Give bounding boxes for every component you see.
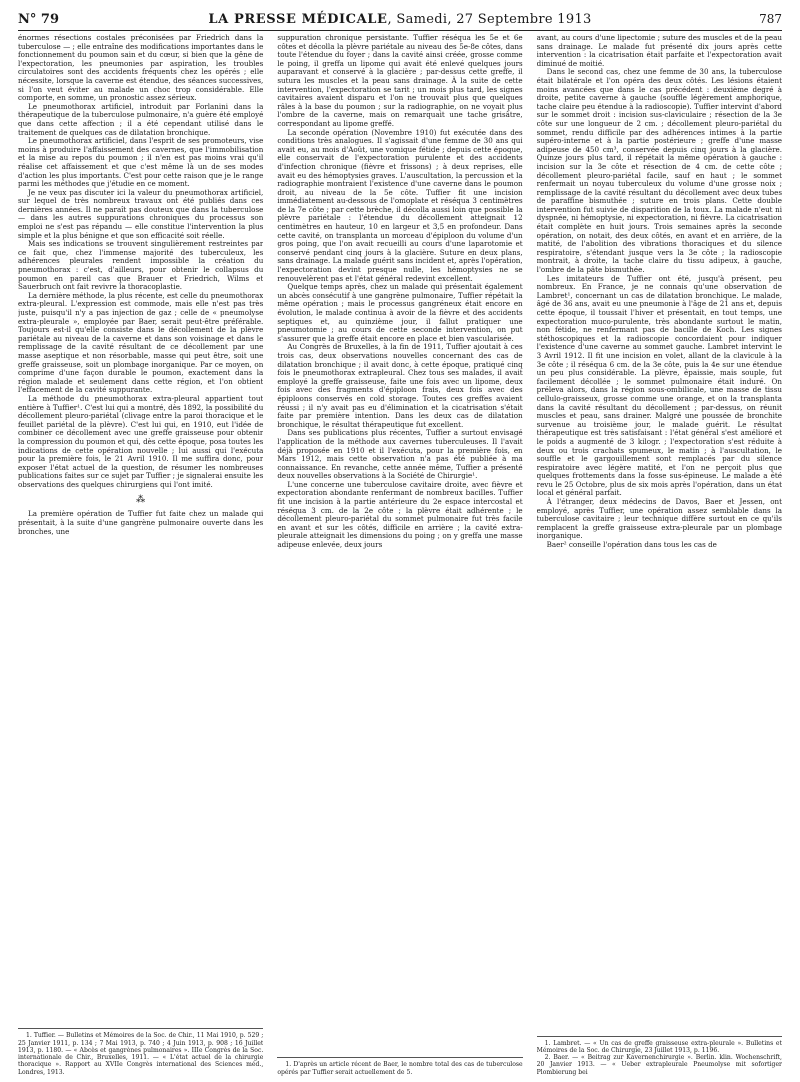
footnote: 2. Baer. — « Beitrag zur Kavernenchirurgie ». Berlin. klin. Wochenschrift, 20 Janvier 1913. — « Ueber extrapleurale Pneumolyse mit sofortiger Plombierung bei <box>536 1054 782 1076</box>
paragraph: Baer² conseille l'opération dans tous les cas de <box>546 540 717 550</box>
column-1 <box>18 34 263 1076</box>
column-2 <box>277 34 522 1076</box>
paragraph: La première opération de Tuffier fut faite chez un malade qui présentait, à la suite d'une gangrène pulmonaire ouverte dans les bronches, une <box>18 509 264 536</box>
paragraph: La dernière méthode, la plus récente, est celle du pneumothorax extra-pleural. L'expression est commode, mais elle n'est pas très juste, puisqu'il n'y a pas injection de gaz ; celle de « pneumolyse extra-pleurale », employée par Baer, serait peut-être préférable. Toujours est-il qu'elle consiste dans le décollement de la plèvre pariétale au niveau de la caverne et dans son voisinage et dans le remplissage de la cavité résultant de ce décollement par une masse aseptique et non résorbable, masse qui peut être, soit une greffe graisseuse, soit un plombage inorganique. Par ce moyen, on comprime d'une façon durable le poumon, exactement dans la région malade et seulement dans cette région, et l'on obtient l'effacement de la cavité suppurante. <box>18 290 264 395</box>
paragraph: Dans le second cas, chez une femme de 30 ans, la tuberculose était bilatérale et l'on opéra des deux côtés. Les lésions étaient moins avancées que dans le cas précédent : deuxième degré à droite, petite caverne à gauche (souffle légèrement amphorique, tache claire peu étendue à la radioscopie). Tuffier intervint d'abord sur le sommet droit : incision sus-claviculaire ; résection de la 3e côte sur une longueur de 2 cm. ; décollement pleuro-pariétal du sommet, rendu difficile par des adhérences intimes à la partie supéro-interne et à la partie postérieure ; greffe d'une masse adipeuse de 450 cm³, conservée depuis cinq jours à la glacière. Quinze jours plus tard, il répétait la même opération à gauche : incision sur la 3e côte et résection de 4 cm. de cette côte ; décollement pleuro-pariétal facile, sauf en haut ; le sommet renfermait un noyau tuberculeux du volume d'une grosse noix ; remplissage de la cavité résultant du décollement avec deux tubes de paraffine bismuthée ; suture en trois plans. Cette double intervention fut suivie de disparition de la toux. La malade n'eut ni dyspnée, ni hémoptysie, ni expectoration, ni fièvre. La cicatrisation était complète en huit jours. Trois semaines après la seconde opération, on notait, des deux côtés, en avant et en arrière, de la matité, de l'abolition des vibrations thoraciques et du silence respiratoire, s'étendant jusque vers la 3e côte ; la radioscopie montrait, à droite, la tache claire du tissu adipeux, à gauche, l'ombre de la pâte bismuthée. <box>536 67 782 275</box>
paragraph: Le pneumothorax artificiel, introduit par Forlanini dans la thérapeutique de la tuberculose pulmonaire, n'a guère été employé que dans cette affection ; il a été cependant utilisé dans le traitement de quelques cas de dilatation bronchique. <box>18 101 264 137</box>
footnotes <box>537 1036 782 1076</box>
footnote: 1. Tuffier. — Bulletins et Mémoires de la Soc. de Chir., 11 Mai 1910, p. 529 ; 25 Janvier 1911, p. 134 ; 7 Mai 1913, p. 740 ; 4 Juin 1913, p. 908 ; 16 Juillet 1913, p. 1180. — « Abcès et gangrènes pulmonaires ». IIIe Congrès de la Soc. internationale de Chir., Bruxelles, 1911. — « L'état actuel de la chirurgie thoracique ». Rapport au XVIIe Congrès international des Sciences méd., Londres, 1913. <box>18 1032 264 1076</box>
journal-title-line <box>158 12 642 27</box>
paragraph: La seconde opération (Novembre 1910) fut exécutée dans des conditions très analogues. Il s'agissait d'une femme de 30 ans qui avait eu, au mois d'Août, une vomique fétide ; depuis cette époque, elle conservait de l'expectoration purulente et des accidents d'infection chronique (fièvre et frissons) ; à deux reprises, elle avait eu des hémoptysies graves. L'auscultation, la percussion et la radiographie montraient l'existence d'une caverne dans le poumon droit, au niveau de la 5e côte. Tuffier fit une incision immédiatement au-dessous de l'omoplate et réséqua 3 centimètres de la 7e côte ; par cette brèche, il décolla aussi loin que possible la plèvre pariétale : l'étendue du décollement atteignait 12 centimètres en hauteur, 10 en largeur et 3,5 en profondeur. Dans cette cavité, on transplanta un morceau d'épiploon du volume d'un gros poing, que l'on avait recueilli au cours d'une laparotomie et conservé pendant cinq jours à la glacière. Suture en deux plans, sans drainage. La malade guérit sans incident et, après l'opération, l'expectoration devint presque nulle, les hémoptysies ne se renouvelèrent pas et l'état général redevint excellent. <box>277 127 523 283</box>
paragraph: Mais ses indications se trouvent singulièrement restreintes par ce fait que, chez l'immense majorité des tuberculeux, les adhérences pleurales rendent impossible la création du pneumothorax : c'est, d'ailleurs, pour obtenir le collapsus du poumon en pareil cas que Brauer et Friedrich, Wilms et Sauerbruch ont fait revivre la thoracoplastie. <box>18 239 264 292</box>
paragraph: Quelque temps après, chez un malade qui présentait également un abcès consécutif à une gangrène pulmonaire, Tuffier répétait la même opération ; mais le processus gangréneux était encore en évolution, le malade continua à avoir de la fièvre et des accidents septiques et, au quinzième jour, il fallut pratiquer une pneumotomie ; au cours de cette seconde intervention, on put s'assurer que la greffe était encore en place et bien vascularisée. <box>277 282 523 343</box>
paragraph: énormes résections costales préconisées par Friedrich dans la tuberculose — ; elle entraîne des modifications importantes dans le fonctionnement du poumon sain et du cœur, si bien que la gêne de l'expectoration, les pneumonies par aspiration, les troubles circulatoires sont des accidents fréquents chez les opérés ; elle nécessite, lorsque la caverne est étendue, des séances successives, si l'on veut éviter au malade un choc trop considérable. Elle comporte, en somme, un pronostic assez sérieux. <box>18 34 264 103</box>
text-columns <box>18 34 782 1076</box>
paragraph: Au Congrès de Bruxelles, à la fin de 1911, Tuffier ajoutait à ces trois cas, deux observations nouvelles concernant des cas de dilatation bronchique ; il avait donc, à cette époque, pratiqué cinq fois le pneumothorax extrapleural. Chez tous ses malades, il avait employé la greffe graisseuse, faite une fois avec un lipome, deux fois avec des fragments d'épiploon frais, deux fois avec des épiploons conservés en cold storage. Toutes ces greffes avaient réussi ; il n'y avait pas eu d'élimination et la cicatrisation s'était faite par première intention. Dans les deux cas de dilatation bronchique, le résultat thérapeutique fut excellent. <box>277 342 523 429</box>
issue-number: N° 79 <box>18 11 59 27</box>
paragraph: avant, au cours d'une lipectomie ; suture des muscles et de la peau sans drainage. Le malade fut présenté dix jours après cette intervention : la cicatrisation était parfaite et l'expectoration avait diminué de moitié. <box>536 34 782 68</box>
paragraph: À l'étranger, deux médecins de Davos, Baer et Jessen, ont employé, après Tuffier, une opération assez semblable dans la tuberculose cavitaire ; leur technique diffère surtout en ce qu'ils remplacent la greffe graisseuse extra-pleurale par un plombage inorganique. <box>536 497 782 541</box>
paragraph: Les imitateurs de Tuffier ont été, jusqu'à présent, peu nombreux. En France, je ne connais qu'une observation de Lambret¹, concernant un cas de dilatation bronchique. Le malade, âgé de 36 ans, avait eu une pneumonie à l'âge de 21 ans et, depuis cette époque, il toussait l'hiver et présentait, en tout temps, une expectoration muco-purulente, très abondante surtout le matin, non fétide, ne renfermant pas de bacille de Koch. Les signes stéthoscopiques et la radioscopie concordaient pour indiquer l'existence d'une caverne au sommet gauche. Lambret intervint le 3 Avril 1912. Il fit une incision en volet, allant de la clavicule à la 3e côte ; il réséqua 6 cm. de la 3e côte, puis la 4e sur une étendue un peu plus considérable. La plèvre, épaissie, mais souple, fut facilement décollée ; le sommet pulmonaire était induré. On préleva alors, dans la région sous-ombilicale, une masse de tissu cellulo-graisseux, grosse comme une orange, et on la transplanta dans la cavité résultant du décollement ; par-dessus, on réunit muscles et peau, sans drainer. Malgré une poussée de bronchite survenue au troisième jour, le malade guérit. Le résultat thérapeutique est très satisfaisant : l'état général s'est amélioré et le poids a augmenté de 3 kilogr. ; l'expectoration s'est réduite à deux ou trois crachats spumeux, le matin ; à l'auscultation, le souffle et le gargouillement sont remplacés par du silence respiratoire avec légère matité, et l'on ne perçoit plus que quelques frottements dans la fosse sus-épineuse. Le malade a été revu le 25 Octobre, plus de six mois après l'opération, dans un état local et général parfait. <box>536 273 782 498</box>
paragraph: L'une concerne une tuberculose cavitaire droite, avec fièvre et expectoration abondante renfermant de nombreux bacilles. Tuffier fit une incision à la partie antérieure du 2e espace intercostal et réséqua 3 cm. de la 2e côte ; la plèvre était adhérente ; le décollement pleuro-pariétal du sommet pulmonaire fut très facile en avant et sur les côtés, difficile en arrière ; la cavité extra-pleurale atteignait les dimensions du poing ; on y greffa une masse adipeuse enlevée, deux jours <box>277 479 523 550</box>
page-number: 787 <box>759 12 782 26</box>
asterism-separator: ⁂ <box>136 495 146 506</box>
issue-date: , Samedi, 27 Septembre 1913 <box>387 11 592 27</box>
footnote: 1. Lambret. — « Un cas de greffe graisseuse extra-pleurale ». Bulletins et Mémoires de la Soc. de Chirurgie, 23 Juillet 1913, p. 1196. <box>536 1039 782 1054</box>
paragraph: Je ne veux pas discuter ici la valeur du pneumothorax artificiel, sur lequel de très nombreux travaux ont été publiés dans ces dernières années. Il ne paraît pas douteux que dans la tuberculose — dans les autres suppurations chroniques du processus son emploi ne s'est pas répandu — elle constitue l'intervention la plus simple et la plus bénigne et que son efficacité soit réelle. <box>18 187 264 240</box>
footnote: 1. D'après un article récent de Baer, le nombre total des cas de tuberculose opérés par Tuffier serait actuellement de 5. <box>277 1061 523 1076</box>
paragraph: Dans ses publications plus récentes, Tuffier a surtout envisagé l'application de la méthode aux cavernes tuberculeuses. Il l'avait déjà proposée en 1910 et il l'exécuta, pour la première fois, en Mars 1912, mais cette observation n'a pas été publiée à ma connaissance. En revanche, cette année même, Tuffier a présenté deux nouvelles observations à la Société de Chirurgie¹. <box>277 428 523 481</box>
footnotes <box>277 1057 522 1076</box>
paragraph: suppuration chronique persistante. Tuffier réséqua les 5e et 6e côtes et décolla la plèvre pariétale au niveau des 5e-8e côtes, dans toute l'étendue du foyer ; dans la cavité ainsi créée, grosse comme le poing, il greffa un lipome qui avait été enlevé quelques jours auparavant et conservé à la glacière ; par-dessus cette greffe, il sutura les muscles et la peau sans drainage. À la suite de cette intervention, l'expectoration se tarit ; un mois plus tard, les signes cavitaires avaient disparu et l'on ne trouvait plus que quelques râles à la base du poumon ; sur la radiographie, on ne voyait plus l'ombre de la caverne, mais on remarquait une tache grisâtre, correspondant au lipome greffé. <box>277 34 523 128</box>
journal-name: LA PRESSE MÉDICALE <box>208 11 388 27</box>
running-header <box>18 8 782 31</box>
paragraph: Le pneumothorax artificiel, dans l'esprit de ses promoteurs, vise moins à produire l'affaissement des cavernes, que l'immobilisation et la mise au repos du poumon ; il n'en est pas moins vrai qu'il réalise cet affaissement et que c'est même là un de ses modes d'action les plus importants. C'est pour cette raison que je le range parmi les méthodes que j'étudie en ce moment. <box>18 136 264 189</box>
footnotes <box>18 1028 263 1076</box>
column-3 <box>537 34 782 1076</box>
paragraph: La méthode du pneumothorax extra-pleural appartient tout entière à Tuffier¹. C'est lui qui a montré, dès 1892, la possibilité du décollement pleuro-pariétal (clivage entre la paroi thoracique et le feuillet pariétal de la plèvre). C'est lui qui, en 1910, eut l'idée de combiner ce décollement avec une greffe graisseuse pour obtenir la compression du poumon et qui, dès cette époque, posa toutes les indications de cette opération nouvelle ; lui aussi qui l'exécuta pour la première fois, le 21 Avril 1910. Il me suffira donc, pour exposer l'état actuel de la question, de résumer les nombreuses publications faites sur ce sujet par Tuffier ; je signalerai ensuite les observations des quelques chirurgiens qui l'ont imité. <box>18 393 264 489</box>
